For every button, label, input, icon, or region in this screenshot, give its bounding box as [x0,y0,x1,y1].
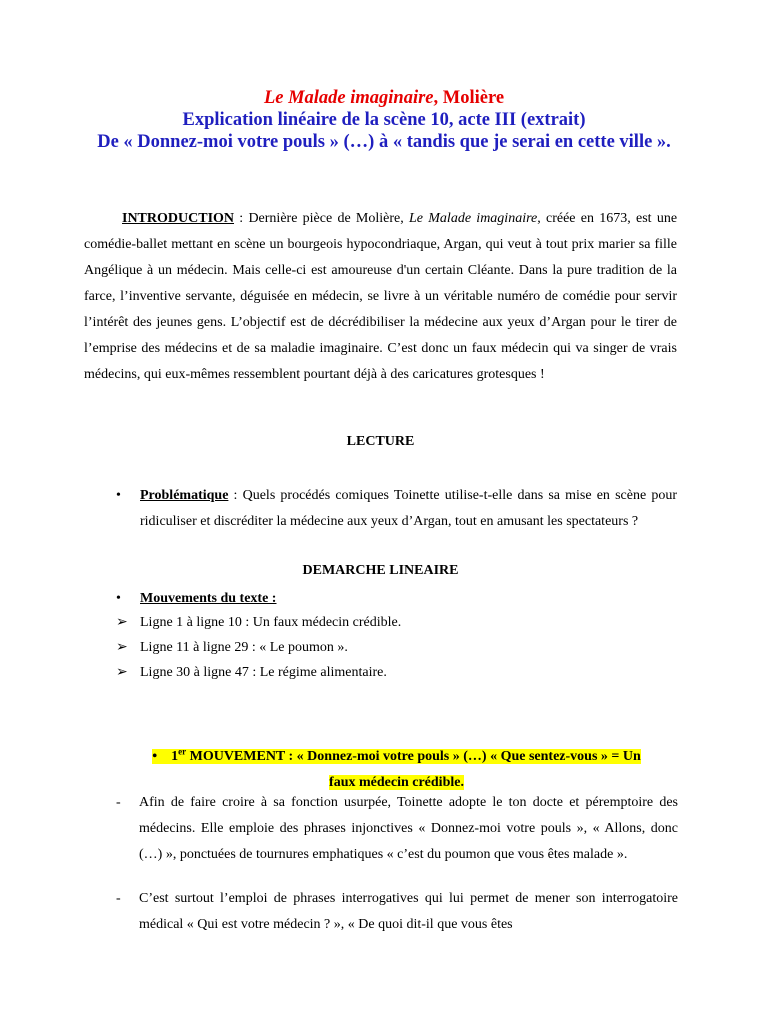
introduction-work-title: Le Malade imaginaire [409,211,538,226]
analysis-item-text: C’est surtout l’emploi de phrases interrogatives qui lui permet de mener son interrogatoire médical « Qui est votre médecin ? », « De quoi dit-il que vous êtes [139,891,678,932]
bullet-icon: • [116,488,121,503]
introduction-paragraph [84,206,677,388]
movement-title-text: MOUVEMENT : « Donnez-moi votre pouls » (…) « Que sentez-vous » = Un [186,748,641,764]
introduction-sep: : [234,211,249,226]
work-title: Le Malade imaginaire [263,88,434,108]
first-movement-line-1 [152,746,641,764]
problematique-sep: : [228,488,243,503]
mouvement-item-text: Ligne 1 à ligne 10 : Un faux médecin crédible. [140,615,402,630]
movement-number: 1 [171,748,179,764]
problematique-label: Problématique [140,488,229,503]
mouvement-item [116,613,401,633]
author-name: , Molière [433,88,505,108]
title-subtitle: Explication linéaire de la scène 10, acte III (extrait) [182,110,586,130]
title-work-line [60,87,708,109]
lecture-heading: LECTURE [346,434,415,449]
introduction-text-2: , créée en 1673, est une comédie-ballet mettant en scène un bourgeois hypocondriaque, Argan, qui veut à tout prix marier sa fille Angélique à un médecin. Mais celle-ci est amoureuse d'un certain Cléante. Dans la pure tradition de la farce, l’inventive servante, déguisée en médecin, se livre à un véritable numéro de comédie pour servir l’intérêt des jeunes gens. L’objectif est de décrédibiliser la médecine aux yeux d’Argan pour le tirer de l’emprise des médecins et de sa maladie imaginaire. C’est donc un faux médecin qui va singer de vrais médecins, qui eux-mêmes ressemblent pourtant déjà à des caricatures grotesques ! [84,211,678,382]
movement-ordinal: er [178,746,187,756]
introduction-label: INTRODUCTION [122,211,235,226]
dash-marker: - [116,795,121,810]
problematique-item [116,483,677,563]
dash-marker: - [116,891,121,906]
analysis-item [116,886,678,966]
first-movement-heading [116,738,677,796]
mouvements-label: Mouvements du texte : [140,591,277,606]
title-range: De « Donnez-moi votre pouls » (…) à « tandis que je serai en cette ville ». [97,132,671,152]
problematique-body: Quels procédés comiques Toinette utilise-t-elle dans sa mise en scène pour ridiculiser et discréditer la médecine aux yeux d’Argan, tout en amusant les spectateurs ? [140,488,677,529]
mouvement-item [116,638,348,658]
arrow-icon: ➢ [116,640,128,655]
document-title [60,87,708,153]
mouvement-item-text: Ligne 11 à ligne 29 : « Le poumon ». [140,640,348,655]
bullet-icon: • [116,591,121,606]
first-movement-line-2: faux médecin crédible. [329,774,464,790]
bullet-icon: • [152,748,158,764]
mouvement-item-text: Ligne 30 à ligne 47 : Le régime alimentaire. [140,665,387,680]
problematique-text [140,483,677,535]
analysis-item-text: Afin de faire croire à sa fonction usurpée, Toinette adopte le ton docte et péremptoire des médecins. Elle emploie des phrases injonctives « Donnez-moi votre pouls », « Allons, donc (…) », ponctuées de tournures emphatiques « c’est du poumon que vous êtes malade ». [139,795,678,862]
demarche-heading: DEMARCHE LINEAIRE [302,563,459,578]
arrow-icon: ➢ [116,665,128,680]
introduction-text-1: Dernière pièce de Molière, [248,211,410,226]
analysis-item [116,790,678,894]
arrow-icon: ➢ [116,615,128,630]
mouvements-heading-item [116,586,677,612]
mouvement-item [116,663,387,683]
